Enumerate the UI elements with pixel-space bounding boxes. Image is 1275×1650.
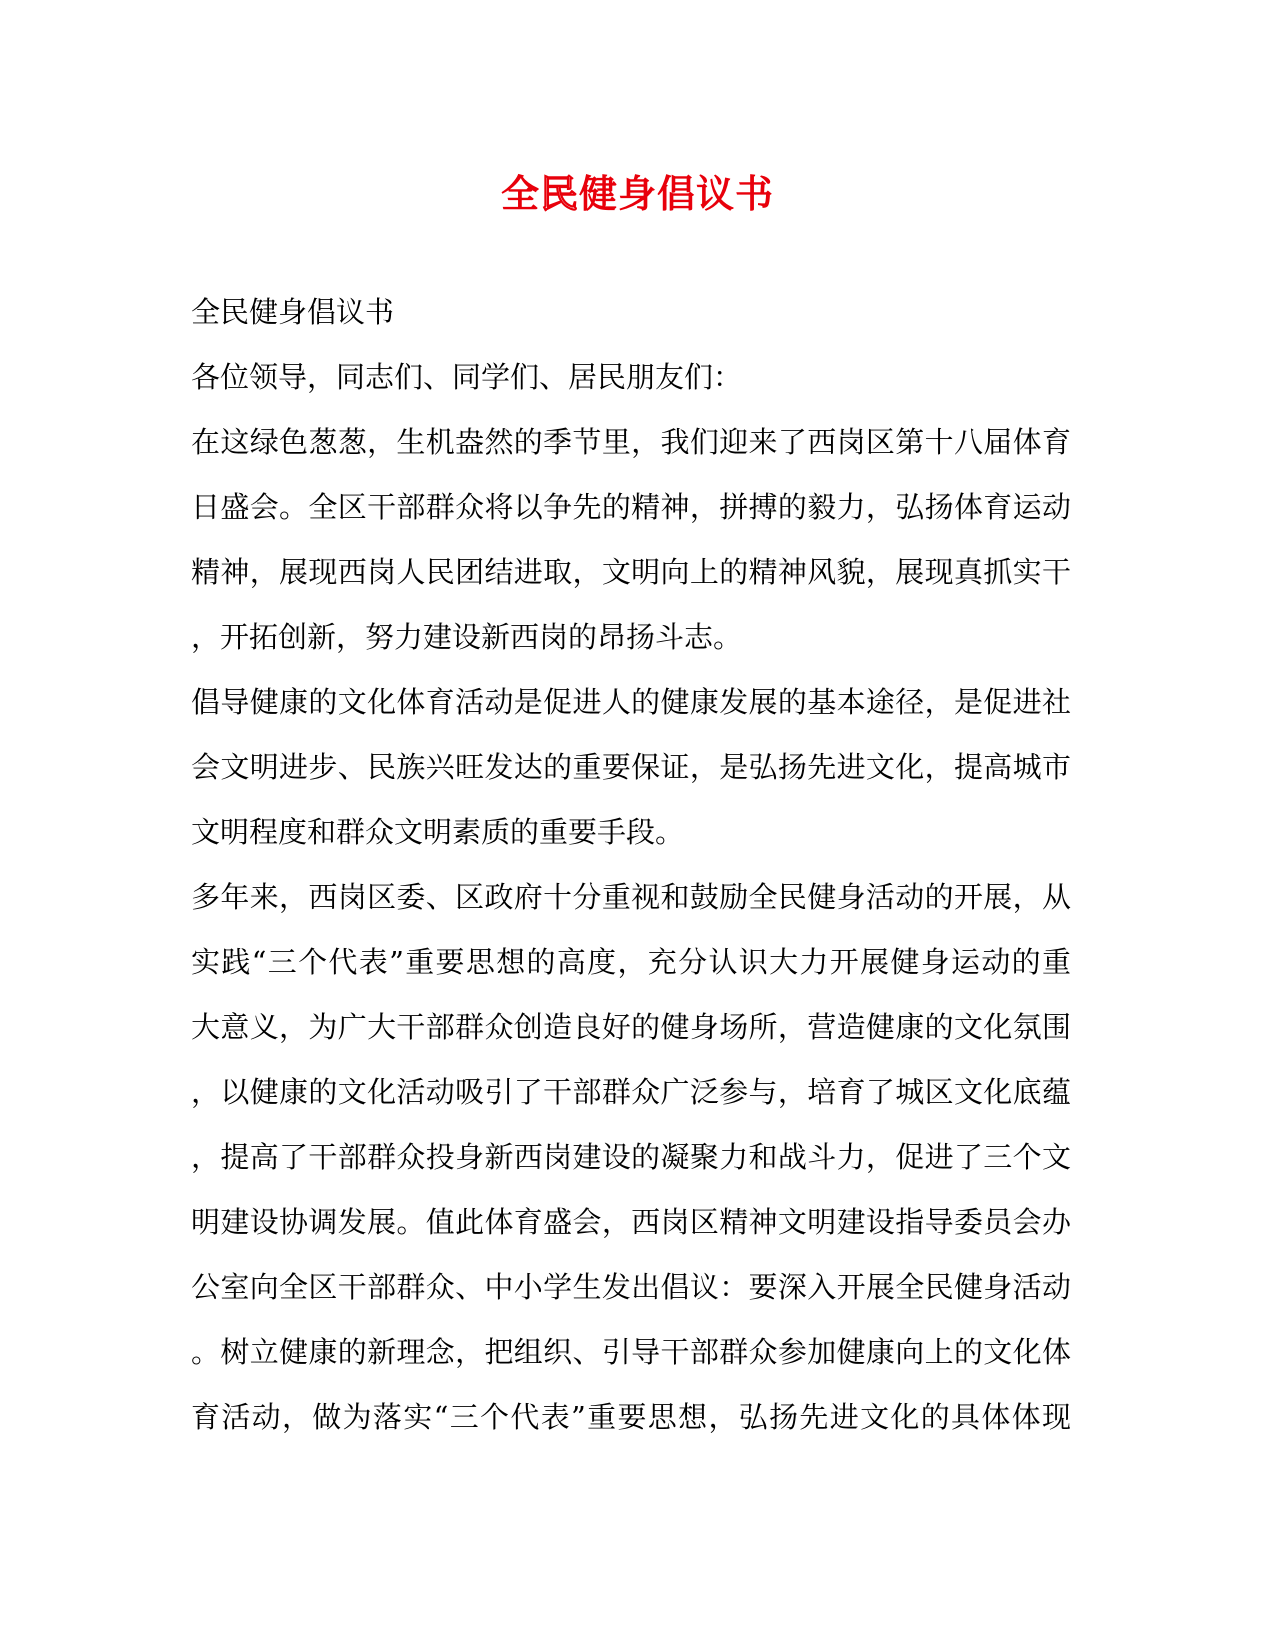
text-line: 大意义，为广大干部群众创造良好的健身场所，营造健康的文化氛围 bbox=[191, 1010, 1071, 1044]
text-line: 明建设协调发展。值此体育盛会，西岗区精神文明建设指导委员会办 bbox=[191, 1205, 1071, 1239]
document-title bbox=[0, 170, 1275, 218]
text-line: 公室向全区干部群众、中小学生发出倡议：要深入开展全民健身活动 bbox=[191, 1270, 1071, 1304]
text-line: 会文明进步、民族兴旺发达的重要保证，是弘扬先进文化，提高城市 bbox=[191, 750, 1071, 784]
title-part-3: 健身倡议书 bbox=[579, 171, 775, 216]
text-line: 倡导健康的文化体育活动是促进人的健康发展的基本途径，是促进社 bbox=[191, 685, 1071, 719]
text-line: ，开拓创新，努力建设新西岗的昂扬斗志。 bbox=[191, 620, 743, 654]
text-line: ，以健康的文化活动吸引了干部群众广泛参与，培育了城区文化底蕴 bbox=[191, 1075, 1071, 1109]
title-part-2-outlined: 民 bbox=[539, 171, 579, 216]
text-line: 精神，展现西岗人民团结进取，文明向上的精神风貌，展现真抓实干 bbox=[191, 555, 1071, 589]
text-line: 多年来，西岗区委、区政府十分重视和鼓励全民健身活动的开展，从 bbox=[191, 880, 1071, 914]
text-line: 文明程度和群众文明素质的重要手段。 bbox=[191, 815, 685, 849]
text-line: ，提高了干部群众投身新西岗建设的凝聚力和战斗力，促进了三个文 bbox=[191, 1140, 1071, 1174]
text-line: 。树立健康的新理念，把组织、引导干部群众参加健康向上的文化体 bbox=[191, 1335, 1071, 1369]
salutation-line: 各位领导，同志们、同学们、居民朋友们： bbox=[191, 360, 743, 394]
subtitle-line: 全民健身倡议书 bbox=[191, 295, 395, 329]
text-line: 育活动，做为落实“三个代表”重要思想，弘扬先进文化的具体体现 bbox=[191, 1400, 1071, 1434]
document-body bbox=[191, 280, 1071, 1450]
text-line: 在这绿色葱葱，生机盎然的季节里，我们迎来了西岗区第十八届体育 bbox=[191, 425, 1071, 459]
title-part-1: 全 bbox=[500, 171, 540, 216]
text-line: 日盛会。全区干部群众将以争先的精神，拼搏的毅力，弘扬体育运动 bbox=[191, 490, 1071, 524]
text-line: 实践“三个代表”重要思想的高度，充分认识大力开展健身运动的重 bbox=[191, 945, 1071, 979]
